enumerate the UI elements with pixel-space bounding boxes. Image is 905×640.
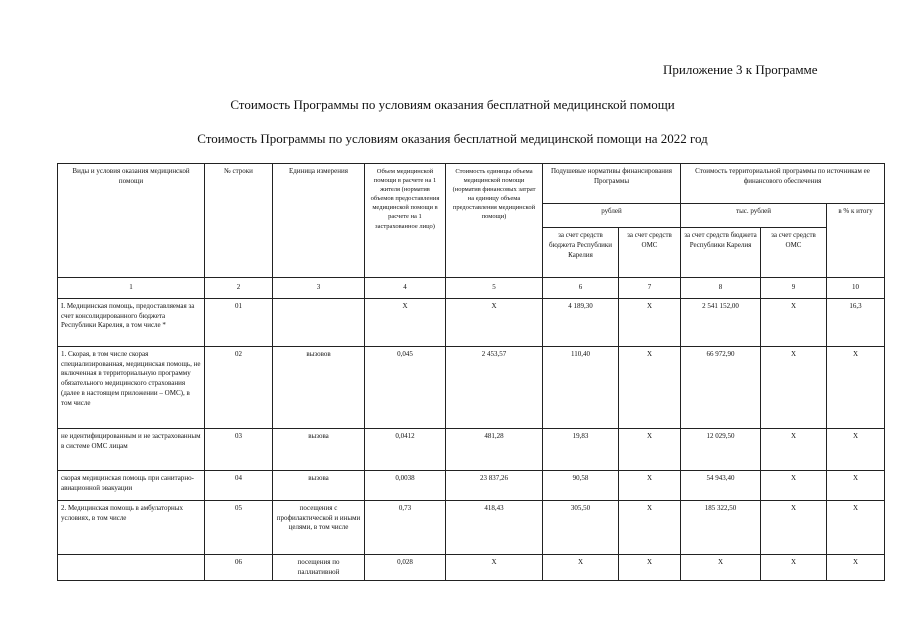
row-number: 04 <box>205 470 273 500</box>
row-label: 2. Медицинская помощь в амбулаторных условиях, в том числе <box>58 500 205 554</box>
volume-cell: X <box>365 298 446 346</box>
budget-norm-cell: 305,50 <box>543 500 619 554</box>
header-group-cell: Подушевые нормативы финансирования Программы <box>543 164 681 204</box>
unit-cost-cell: 418,43 <box>446 500 543 554</box>
oms-norm-cell: X <box>619 500 681 554</box>
table-title: Стоимость Программы по условиям оказания бесплатной медицинской помощи на 2022 год <box>197 131 708 146</box>
oms-cost-cell: X <box>761 500 827 554</box>
unit-cell: посещения по паллиативной <box>273 554 365 581</box>
oms-cost-cell: X <box>761 428 827 470</box>
volume-cell: 0,73 <box>365 500 446 554</box>
budget-norm-cell: 110,40 <box>543 346 619 428</box>
budget-cost-cell: X <box>681 554 761 581</box>
oms-cost-cell: X <box>761 298 827 346</box>
oms-norm-cell: X <box>619 298 681 346</box>
header-cell: Единица измерения <box>273 164 365 278</box>
percent-cell: X <box>827 554 885 581</box>
header-cell: за счет средств бюджета Республики Карелия <box>681 228 761 278</box>
row-number: 01 <box>205 298 273 346</box>
unit-cell: вызова <box>273 428 365 470</box>
oms-cost-cell: X <box>761 346 827 428</box>
table-row <box>58 500 885 554</box>
volume-cell: 0,028 <box>365 554 446 581</box>
table-row <box>58 470 885 500</box>
header-cell: № строки <box>205 164 273 278</box>
unit-cell <box>273 298 365 346</box>
unit-cell: вызовов <box>273 346 365 428</box>
budget-norm-cell: 90,58 <box>543 470 619 500</box>
header-cell: Объем медицинской помощи в расчете на 1 жителя (норматив объемов предоставления медицинской помощи в расчете на 1 застрахованное лицо) <box>365 164 446 278</box>
budget-norm-cell: 4 189,30 <box>543 298 619 346</box>
column-number: 6 <box>543 278 619 299</box>
column-number: 2 <box>205 278 273 299</box>
row-label: I. Медицинская помощь, предоставляемая за счет консолидированного бюджета Республики Карелия, в том числе * <box>58 298 205 346</box>
header-cell: за счет средств ОМС <box>619 228 681 278</box>
budget-cost-cell: 185 322,50 <box>681 500 761 554</box>
percent-cell: X <box>827 500 885 554</box>
cost-table <box>57 163 885 581</box>
budget-norm-cell: 19,83 <box>543 428 619 470</box>
percent-cell: 16,3 <box>827 298 885 346</box>
oms-norm-cell: X <box>619 470 681 500</box>
budget-cost-cell: 12 029,50 <box>681 428 761 470</box>
header-row-1 <box>58 164 885 204</box>
row-label <box>58 554 205 581</box>
table-row <box>58 554 885 581</box>
header-cell: тыс. рублей <box>681 204 827 228</box>
row-number: 05 <box>205 500 273 554</box>
column-number: 8 <box>681 278 761 299</box>
budget-cost-cell: 66 972,90 <box>681 346 761 428</box>
volume-cell: 0,0038 <box>365 470 446 500</box>
column-number: 4 <box>365 278 446 299</box>
row-label: скорая медицинская помощь при санитарно-авиационной эвакуации <box>58 470 205 500</box>
column-number: 5 <box>446 278 543 299</box>
unit-cost-cell: X <box>446 298 543 346</box>
oms-cost-cell: X <box>761 554 827 581</box>
row-number: 02 <box>205 346 273 428</box>
header-cell: за счет средств бюджета Республики Карелия <box>543 228 619 278</box>
percent-cell: X <box>827 346 885 428</box>
header-cell: Стоимость единицы объема медицинской помощи (норматив финансовых затрат на единицу объема предоставления медицинской помощи) <box>446 164 543 278</box>
column-number: 3 <box>273 278 365 299</box>
unit-cost-cell: 2 453,57 <box>446 346 543 428</box>
column-number: 9 <box>761 278 827 299</box>
header-cell: в % к итогу <box>827 204 885 278</box>
column-number: 7 <box>619 278 681 299</box>
unit-cost-cell: X <box>446 554 543 581</box>
table-row <box>58 298 885 346</box>
row-number: 06 <box>205 554 273 581</box>
column-number: 10 <box>827 278 885 299</box>
document-title: Стоимость Программы по условиям оказания бесплатной медицинской помощи <box>230 97 675 112</box>
budget-norm-cell: X <box>543 554 619 581</box>
row-label: 1. Скорая, в том числе скорая специализированная, медицинская помощь, не включенная в территориальную программу обязательного медицинского страхования (далее в настоящем приложении – ОМС), в том числе <box>58 346 205 428</box>
table-row <box>58 428 885 470</box>
volume-cell: 0,045 <box>365 346 446 428</box>
row-label: не идентифицированным и не застрахованным в системе ОМС лицам <box>58 428 205 470</box>
header-group-cell: Стоимость территориальной программы по источникам ее финансового обеспечения <box>681 164 885 204</box>
column-number: 1 <box>58 278 205 299</box>
unit-cell: посещения с профилактической и иными целями, в том числе <box>273 500 365 554</box>
oms-norm-cell: X <box>619 346 681 428</box>
volume-cell: 0,0412 <box>365 428 446 470</box>
oms-norm-cell: X <box>619 554 681 581</box>
percent-cell: X <box>827 470 885 500</box>
header-cell: Виды и условия оказания медицинской помощи <box>58 164 205 278</box>
percent-cell: X <box>827 428 885 470</box>
budget-cost-cell: 2 541 152,00 <box>681 298 761 346</box>
unit-cost-cell: 23 837,26 <box>446 470 543 500</box>
budget-cost-cell: 54 943,40 <box>681 470 761 500</box>
header-cell: рублей <box>543 204 681 228</box>
header-cell: за счет средств ОМС <box>761 228 827 278</box>
oms-cost-cell: X <box>761 470 827 500</box>
unit-cell: вызова <box>273 470 365 500</box>
unit-cost-cell: 481,28 <box>446 428 543 470</box>
row-number: 03 <box>205 428 273 470</box>
appendix-label: Приложение 3 к Программе <box>663 62 818 77</box>
oms-norm-cell: X <box>619 428 681 470</box>
column-number-row <box>58 278 885 299</box>
table-row <box>58 346 885 428</box>
